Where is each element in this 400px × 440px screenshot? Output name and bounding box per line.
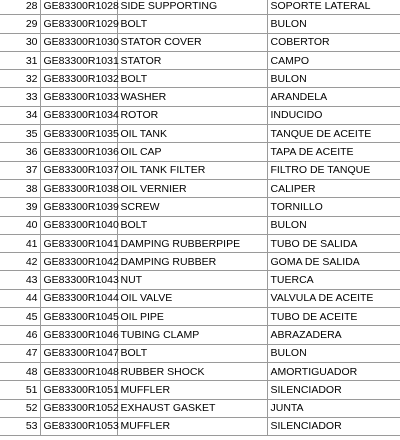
- spanish-description-cell: TUERCA: [267, 271, 400, 289]
- english-description-cell: OIL TANK: [117, 125, 267, 143]
- item-number-cell: 28: [0, 0, 40, 15]
- part-code-cell: GE83300R1032: [40, 70, 117, 88]
- english-description-cell: STATOR COVER: [117, 33, 267, 51]
- english-description-cell: STATOR: [117, 51, 267, 69]
- english-description-cell: OIL PIPE: [117, 308, 267, 326]
- english-description-cell: ROTOR: [117, 106, 267, 124]
- spanish-description-cell: FILTRO DE TANQUE: [267, 161, 400, 179]
- table-row: [0, 0, 400, 15]
- table-row: [0, 216, 400, 234]
- english-description-cell: SIDE SUPPORTING: [117, 0, 267, 15]
- table-row: [0, 125, 400, 143]
- table-row: [0, 15, 400, 33]
- part-code-cell: GE83300R1046: [40, 326, 117, 344]
- item-number-cell: 43: [0, 271, 40, 289]
- part-code-cell: GE83300R1045: [40, 308, 117, 326]
- english-description-cell: SCREW: [117, 198, 267, 216]
- part-code-cell: GE83300R1047: [40, 344, 117, 362]
- part-code-cell: GE83300R1029: [40, 15, 117, 33]
- part-code-cell: GE83300R1028: [40, 0, 117, 15]
- spanish-description-cell: CAMPO: [267, 51, 400, 69]
- part-code-cell: GE83300R1052: [40, 399, 117, 417]
- english-description-cell: WASHER: [117, 88, 267, 106]
- item-number-cell: 45: [0, 308, 40, 326]
- spanish-description-cell: CALIPER: [267, 179, 400, 197]
- part-code-cell: GE83300R1033: [40, 88, 117, 106]
- item-number-cell: 51: [0, 381, 40, 399]
- english-description-cell: RUBBER SHOCK: [117, 362, 267, 380]
- part-code-cell: GE83300R1042: [40, 253, 117, 271]
- item-number-cell: 33: [0, 88, 40, 106]
- item-number-cell: 52: [0, 399, 40, 417]
- spanish-description-cell: TANQUE DE ACEITE: [267, 125, 400, 143]
- part-code-cell: GE83300R1051: [40, 381, 117, 399]
- spanish-description-cell: BULON: [267, 70, 400, 88]
- table-row: [0, 289, 400, 307]
- spanish-description-cell: INDUCIDO: [267, 106, 400, 124]
- english-description-cell: EXHAUST GASKET: [117, 399, 267, 417]
- part-code-cell: GE83300R1044: [40, 289, 117, 307]
- table-row: [0, 253, 400, 271]
- english-description-cell: OIL TANK FILTER: [117, 161, 267, 179]
- spanish-description-cell: BULON: [267, 216, 400, 234]
- part-code-cell: GE83300R1035: [40, 125, 117, 143]
- english-description-cell: OIL CAP: [117, 143, 267, 161]
- english-description-cell: BOLT: [117, 70, 267, 88]
- table-row: [0, 161, 400, 179]
- table-row: [0, 381, 400, 399]
- table-row: [0, 106, 400, 124]
- english-description-cell: BOLT: [117, 216, 267, 234]
- english-description-cell: DAMPING RUBBERPIPE: [117, 234, 267, 252]
- item-number-cell: 36: [0, 143, 40, 161]
- item-number-cell: 48: [0, 362, 40, 380]
- spanish-description-cell: JUNTA: [267, 399, 400, 417]
- spanish-description-cell: BULON: [267, 344, 400, 362]
- item-number-cell: 47: [0, 344, 40, 362]
- item-number-cell: 34: [0, 106, 40, 124]
- spanish-description-cell: SILENCIADOR: [267, 381, 400, 399]
- part-code-cell: GE83300R1036: [40, 143, 117, 161]
- table-row: [0, 33, 400, 51]
- english-description-cell: BOLT: [117, 15, 267, 33]
- table-row: [0, 179, 400, 197]
- spanish-description-cell: BULON: [267, 15, 400, 33]
- english-description-cell: TUBING CLAMP: [117, 326, 267, 344]
- part-code-cell: GE83300R1031: [40, 51, 117, 69]
- table-row: [0, 308, 400, 326]
- item-number-cell: 46: [0, 326, 40, 344]
- part-code-cell: GE83300R1040: [40, 216, 117, 234]
- spanish-description-cell: SILENCIADOR: [267, 417, 400, 435]
- english-description-cell: DAMPING RUBBER: [117, 253, 267, 271]
- item-number-cell: 30: [0, 33, 40, 51]
- english-description-cell: MUFFLER: [117, 417, 267, 435]
- spanish-description-cell: TAPA DE ACEITE: [267, 143, 400, 161]
- item-number-cell: 37: [0, 161, 40, 179]
- spanish-description-cell: TORNILLO: [267, 198, 400, 216]
- item-number-cell: 38: [0, 179, 40, 197]
- part-code-cell: GE83300R1037: [40, 161, 117, 179]
- item-number-cell: 31: [0, 51, 40, 69]
- table-row: [0, 143, 400, 161]
- part-code-cell: GE83300R1048: [40, 362, 117, 380]
- part-code-cell: GE83300R1053: [40, 417, 117, 435]
- part-code-cell: GE83300R1030: [40, 33, 117, 51]
- part-code-cell: GE83300R1034: [40, 106, 117, 124]
- table-row: [0, 399, 400, 417]
- spanish-description-cell: VALVULA DE ACEITE: [267, 289, 400, 307]
- item-number-cell: 35: [0, 125, 40, 143]
- spanish-description-cell: ABRAZADERA: [267, 326, 400, 344]
- english-description-cell: BOLT: [117, 344, 267, 362]
- english-description-cell: NUT: [117, 271, 267, 289]
- part-code-cell: GE83300R1038: [40, 179, 117, 197]
- english-description-cell: OIL VALVE: [117, 289, 267, 307]
- table-row: [0, 271, 400, 289]
- english-description-cell: OIL VERNIER: [117, 179, 267, 197]
- spanish-description-cell: GOMA DE SALIDA: [267, 253, 400, 271]
- spanish-description-cell: ARANDELA: [267, 88, 400, 106]
- item-number-cell: 29: [0, 15, 40, 33]
- table-row: [0, 326, 400, 344]
- table-row: [0, 198, 400, 216]
- table-row: [0, 362, 400, 380]
- table-row: [0, 51, 400, 69]
- spanish-description-cell: TUBO DE SALIDA: [267, 234, 400, 252]
- item-number-cell: 41: [0, 234, 40, 252]
- table-row: [0, 344, 400, 362]
- table-row: [0, 88, 400, 106]
- table-row: [0, 234, 400, 252]
- item-number-cell: 42: [0, 253, 40, 271]
- spanish-description-cell: COBERTOR: [267, 33, 400, 51]
- table-row: [0, 417, 400, 435]
- part-code-cell: GE83300R1041: [40, 234, 117, 252]
- item-number-cell: 40: [0, 216, 40, 234]
- item-number-cell: 44: [0, 289, 40, 307]
- spanish-description-cell: SOPORTE LATERAL: [267, 0, 400, 15]
- spanish-description-cell: AMORTIGUADOR: [267, 362, 400, 380]
- table-row: [0, 70, 400, 88]
- english-description-cell: MUFFLER: [117, 381, 267, 399]
- part-code-cell: GE83300R1043: [40, 271, 117, 289]
- item-number-cell: 53: [0, 417, 40, 435]
- spanish-description-cell: TUBO DE ACEITE: [267, 308, 400, 326]
- item-number-cell: 39: [0, 198, 40, 216]
- part-code-cell: GE83300R1039: [40, 198, 117, 216]
- item-number-cell: 32: [0, 70, 40, 88]
